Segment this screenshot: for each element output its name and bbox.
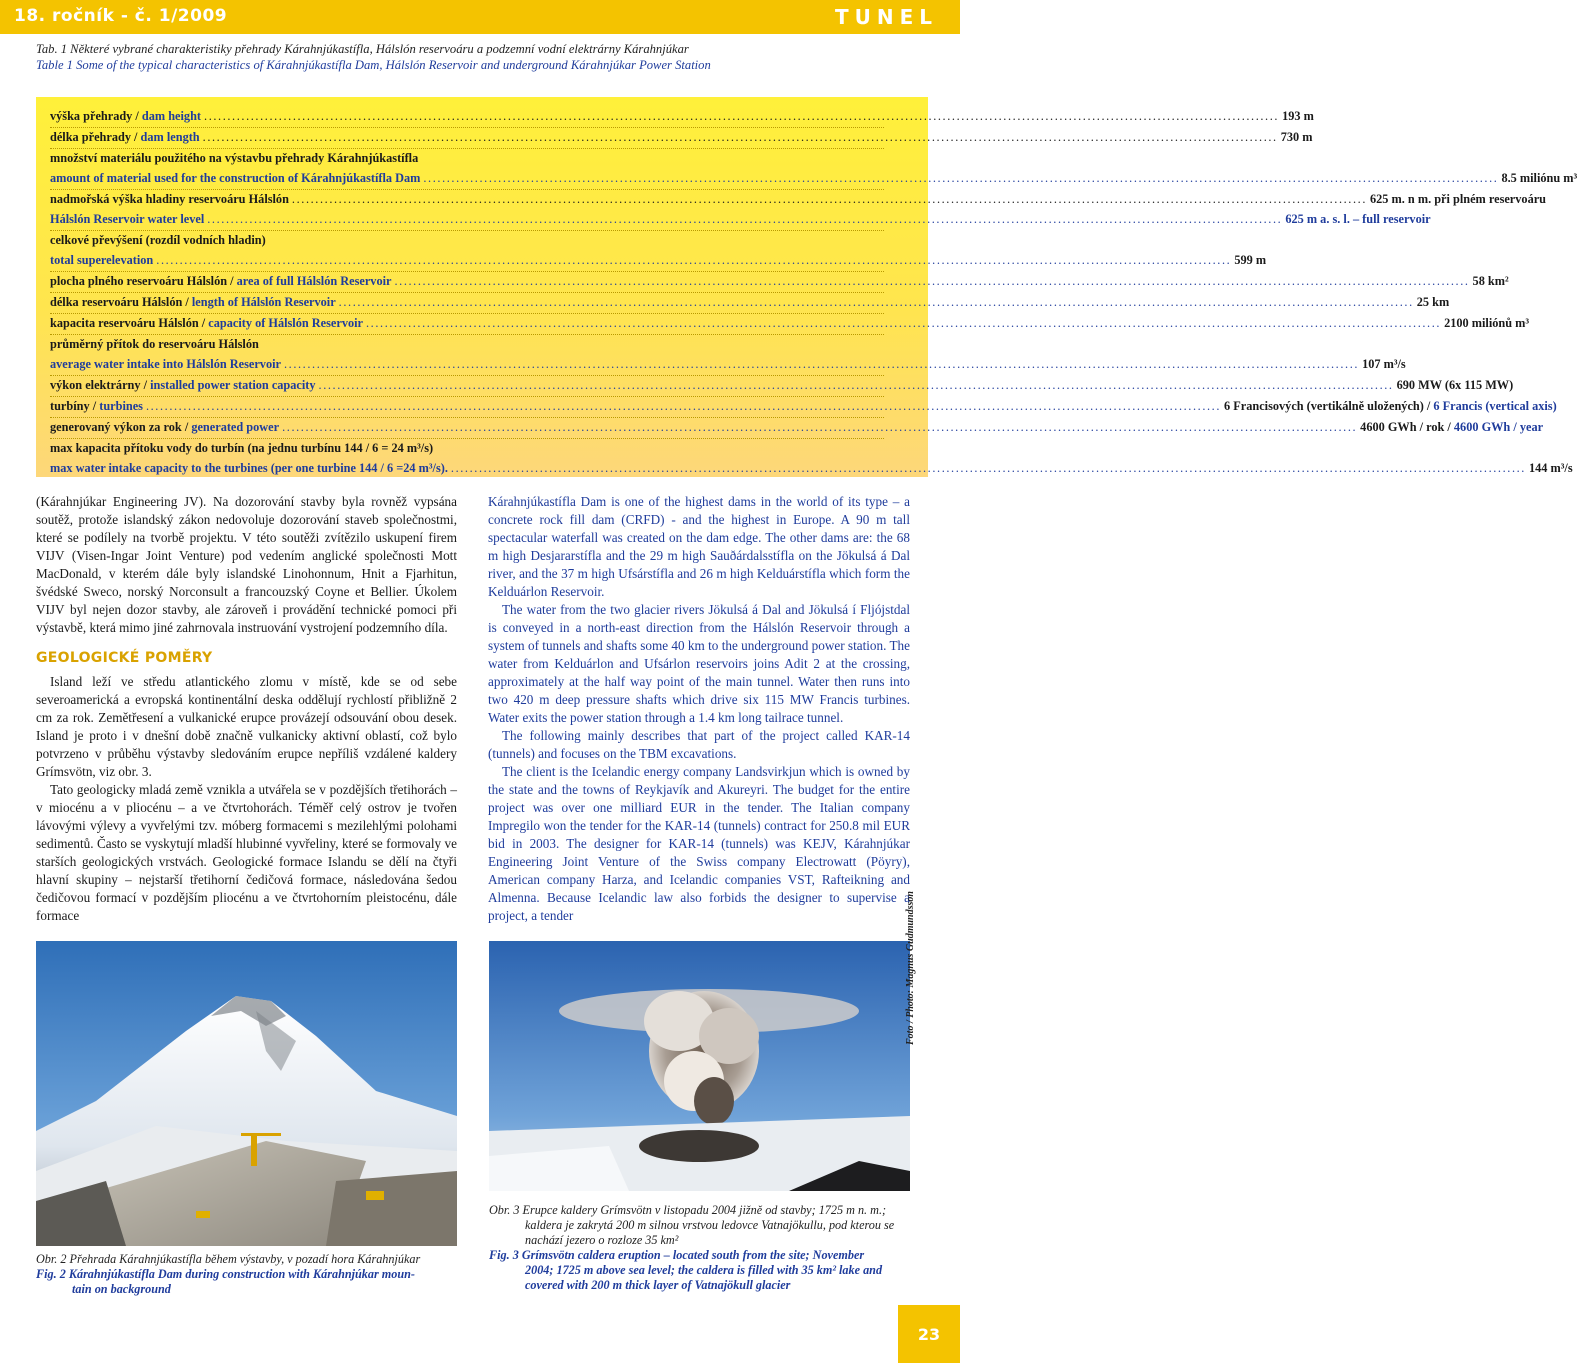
row-value-en: 625 m a. s. l. – full reservoir [1285,212,1431,226]
row-label-cz: kapacita reservoáru Hálslón / [50,316,206,330]
table-row-generated-power [50,420,1544,435]
row-value: 193 m [1282,109,1314,123]
eruption-illustration [489,941,910,1191]
caption-cz: Obr. 3 Erupce kaldery Grímsvötn v listopadu 2004 jižně od stavby; 1725 m n. m.; [489,1203,887,1217]
caption-en: covered with 200 m thick layer of Vatnajökull glacier [525,1278,791,1292]
row-value-cz: 625 m. n m. při plném reservoáru [1370,192,1547,206]
row-value-en: 4600 GWh / year [1453,420,1544,434]
caption-en: 2004; 1725 m above sea level; the caldera is filled with 35 km² lake and [525,1263,883,1277]
row-label-cz: délka přehrady / [50,130,138,144]
row-value-cz: 4600 GWh / rok / [1360,420,1451,434]
row-value: 25 km [1416,295,1450,309]
row-label-en: capacity of Hálslón Reservoir [208,316,363,330]
page-number: 23 [898,1305,960,1363]
row-label-en: length of Hálslón Reservoir [191,295,336,309]
characteristics-table [36,97,1577,477]
table-row-reservoir-length [50,295,1450,310]
row-label-en: average water intake into Hálslón Reservoir [50,357,281,371]
row-value: 107 m³/s [1362,357,1406,371]
leader-dots: ...................................................................................................................................................................................................................................... [423,171,1499,185]
leader-dots: ...................................................................................................................................................................................................................................... [394,274,1470,288]
leader-dots: ...................................................................................................................................................................................................................................... [450,461,1526,475]
paragraph: (Kárahnjúkar Engineering JV). Na dozorování stavby byla rovněž vypsána soutěž, protože islandský zákon nedovoluje dozorování staveb společnostmi, které se podílely na tvorbě projektu. V této soutěži zvítězilo uskupení firem VIJV (Visen-Ingar Joint Venture) pod vedením anglické společnosti Mott MacDonald, v kterém dále byly islandské Linohonnum, Hnit a Fjarhitun, švédské Sweco, norský Norconsult a francouzský Coyne et Bellier. Úkolem VIJV byl nejen dozor stavby, ale zároveň i provádění technické pomoci při výstavbě, která mimo jiné zahrnovala instruování vystrojení podzemního díla. [36,494,457,635]
caption-en: tain on background [72,1282,171,1296]
table-row-max-intake-cz: max kapacita přítoku vody do turbín (na jednu turbínu 144 / 6 = 24 m³/s) [50,441,434,455]
row-label-cz: nadmořská výška hladiny reservoáru Hálslón [50,192,289,206]
table-row-material [50,171,1577,186]
row-value: 599 m [1234,253,1267,267]
row-label-en: Hálslón Reservoir water level [50,212,205,226]
caption-cz: Obr. 2 Přehrada Kárahnjúkastífla během výstavby, v pozadí hora Kárahnjúkar [36,1252,421,1266]
table-row-dam-length [50,130,1313,145]
caption-cz: kaldera je zakrytá 200 m silnou vrstvou ledovce Vatnajökullu, pod kterou se [525,1218,895,1232]
paragraph: The water from the two glacier rivers Jökulsá á Dal and Jökulsá í Fljójstdal is conveyed in a north-east direction from the Hálslón Reservoir through a system of tunnels and shafts some 40 km to the underground power station. The water from Kelduárlon and Ufsárlon reservoirs joins Adit 2 at the crossing, approximately at the half way point of the main tunnel. Water then runs into two 420 m deep pressure shafts which drive six 115 MW Francis turbines. Water exits the power station through a 1.4 km long tailrace tunnel. [488,602,910,725]
leader-dots: ...................................................................................................................................................................................................................................... [145,399,1222,413]
caption-en: Fig. 2 Kárahnjúkastífla Dam during construction with Kárahnjúkar moun- [36,1267,415,1281]
paragraph: Kárahnjúkastífla Dam is one of the highest dams in the world of its type – a concrete rock fill dam (CRFD) - and the highest in Europe. A 90 m tall spectacular waterfall was created on the dam edge. The other dams are: the 68 m high Desjararstífla and the 29 m high Sauðárdalsstífla on the Jökulsá á Dal river, and the 37 m high Ufsárstífla and 26 m high Kelduárstífla which form the Kelduárlon Reservoir. [488,494,910,599]
row-label-en: amount of material used for the construction of Kárahnjúkastífla Dam [50,171,421,185]
row-label-en: generated power [191,420,280,434]
table-row-max-intake [50,461,1573,476]
table-row-intake-cz: průměrný přítok do reservoáru Hálslón [50,337,259,351]
table-row-dam-height [50,109,1314,124]
row-value-cz: 6 Francisových (vertikálně uložených) / [1224,399,1431,413]
table-caption [36,42,926,73]
row-label-en: max water intake capacity to the turbines (per one turbine 144 / 6 =24 m³/s). [50,461,448,475]
row-label-cz: plocha plného reservoáru Hálslón / [50,274,234,288]
row-divider [50,189,884,190]
leader-dots: ...................................................................................................................................................................................................................................... [156,253,1232,267]
table-caption-en: Table 1 Some of the typical characteristics of Kárahnjúkastífla Dam, Hálslón Reservoir and underground Kárahnjúkar Power Station [36,57,711,72]
row-label-en: area of full Hálslón Reservoir [236,274,392,288]
row-label-cz: výška přehrady / [50,109,139,123]
row-value: 144 m³/s [1528,461,1573,475]
paragraph: The following mainly describes that part of the project called KAR-14 (tunnels) and focuses on the TBM excavations. [488,728,910,761]
paragraph: The client is the Icelandic energy company Landsvirkjun which is owned by the state and the towns of Reykjavík and Akureyri. The budget for the entire project was over one milliard EUR in the tender. The Italian company Impregilo won the tender for the KAR-14 (tunnels) contract for 250.8 mil EUR bid in 2003. The designer for KAR-14 (tunnels) was KEJV, Kárahnjúkar Engineering Joint Venture of the Swiss company Electrowatt (Pöyry), American company Harza, and Icelandic companies VST, Rafteikning and Almenna. Because Icelandic law also forbids the designer to supervise a project, a tender [488,764,910,923]
table-row-installed-capacity [50,378,1514,393]
caption-cz: nachází jezero o rozloze 35 km² [525,1233,679,1247]
leader-dots: ...................................................................................................................................................................................................................................... [291,192,1367,206]
row-label-en: dam length [140,130,200,144]
row-value: 730 m [1280,130,1313,144]
row-divider [50,438,884,439]
row-value: 8.5 miliónu m³ [1501,171,1577,185]
row-label-cz: turbíny / [50,399,97,413]
dam-construction-illustration [36,941,457,1246]
table-row-water-level-cz [50,192,1547,207]
row-divider [50,127,884,128]
photo-credit: Foto / Photo: Magnus Gudmundsson [905,891,916,1045]
row-label-en: installed power station capacity [150,378,316,392]
row-divider [50,334,884,335]
row-divider [50,375,884,376]
row-label-cz: výkon elektrárny / [50,378,148,392]
row-value: 690 MW (6x 115 MW) [1396,378,1514,392]
row-divider [50,417,884,418]
table-row-reservoir-area [50,274,1509,289]
table-row-superelevation [50,253,1267,268]
eruption-photo [489,941,910,1191]
leader-dots: ...................................................................................................................................................................................................................................... [207,212,1283,226]
leader-dots: ...................................................................................................................................................................................................................................... [338,295,1414,309]
leader-dots: ...................................................................................................................................................................................................................................... [283,357,1360,371]
tunel-logo: TUNEL [834,5,938,29]
leader-dots: ...................................................................................................................................................................................................................................... [366,316,1442,330]
table-caption-cz: Tab. 1 Některé vybrané charakteristiky přehrady Kárahnjúkastífla, Hálslón reservoáru a podzemní vodní elektrárny Kárahnjúkar [36,42,689,56]
leader-dots: ...................................................................................................................................................................................................................................... [282,420,1358,434]
dam-construction-photo [36,941,457,1246]
row-label-cz: generovaný výkon za rok / [50,420,189,434]
table-row-superelevation-cz: celkové převýšení (rozdíl vodních hladin) [50,233,266,247]
caption-en: Fig. 3 Grímsvötn caldera eruption – located south from the site; November [489,1248,865,1262]
figure-3-caption [489,1203,919,1293]
row-divider [50,230,884,231]
leader-dots: ...................................................................................................................................................................................................................................... [204,109,1280,123]
row-label-en: dam height [141,109,202,123]
row-label-en: total superelevation [50,253,154,267]
table-row-turbines [50,399,1557,414]
issue-label: 18. ročník - č. 1/2009 [14,6,228,26]
leader-dots: ...................................................................................................................................................................................................................................... [318,378,1394,392]
row-value: 58 km² [1472,274,1509,288]
paragraph: Tato geologicky mladá země vznikla a utvářela se v pozdějších třetihorách – v miocénu a v pliocénu – a ve čtvrtohorách. Téměř celý ostrov je tvořen lávovými výlevy a vyvřelými tzv. móberg formacemi s mezilehlými polohami sedimentů. Často se vyskytují mladší hlubinné vyvřeliny, které se formovaly ve starších geologických vrstvách. Geologické formace Islandu se dělí na čtyři hlavní skupiny – nejstarší třetihorní čedičová formace, následována šedou čedičovou formací v pozdějším pliocénu a ve čtvrtohorním pleistocénu, dále formace [36,782,457,923]
row-label-en: turbines [99,399,143,413]
paragraph: Island leží ve středu atlantického zlomu v místě, kde se od sebe severoamerická a evropská kontinentální deska oddělují rychlostí přibližně 2 cm za rok. Zemětřesení a vulkanické erupce provázejí odsouvání obou desek. Island je proto i v dnešní době značně vulkanicky aktivní oblastí, což bylo potvrzeno v průběhu výstavby sledováním erupce nepříliš vzdálené kaldery Grímsvötn, viz obr. 3. [36,674,457,779]
table-row-intake [50,357,1406,372]
row-divider [50,271,884,272]
leader-dots: ...................................................................................................................................................................................................................................... [202,130,1278,144]
table-row-reservoir-capacity [50,316,1530,331]
right-column-text [488,493,910,925]
figure-2-caption [36,1252,464,1297]
left-column-text [36,493,457,925]
row-divider [50,148,884,149]
row-value: 2100 miliónů m³ [1444,316,1530,330]
section-heading: GEOLOGICKÉ POMĚRY [36,650,213,666]
page-header [0,0,960,34]
table-row-material-cz: množství materiálu použitého na výstavbu přehrady Kárahnjúkastífla [50,151,419,165]
row-label-cz: délka reservoáru Hálslón / [50,295,189,309]
row-divider [50,396,884,397]
row-divider [50,313,884,314]
row-divider [50,292,884,293]
table-row-water-level-en [50,212,1431,227]
row-value-en: 6 Francis (vertical axis) [1433,399,1557,413]
